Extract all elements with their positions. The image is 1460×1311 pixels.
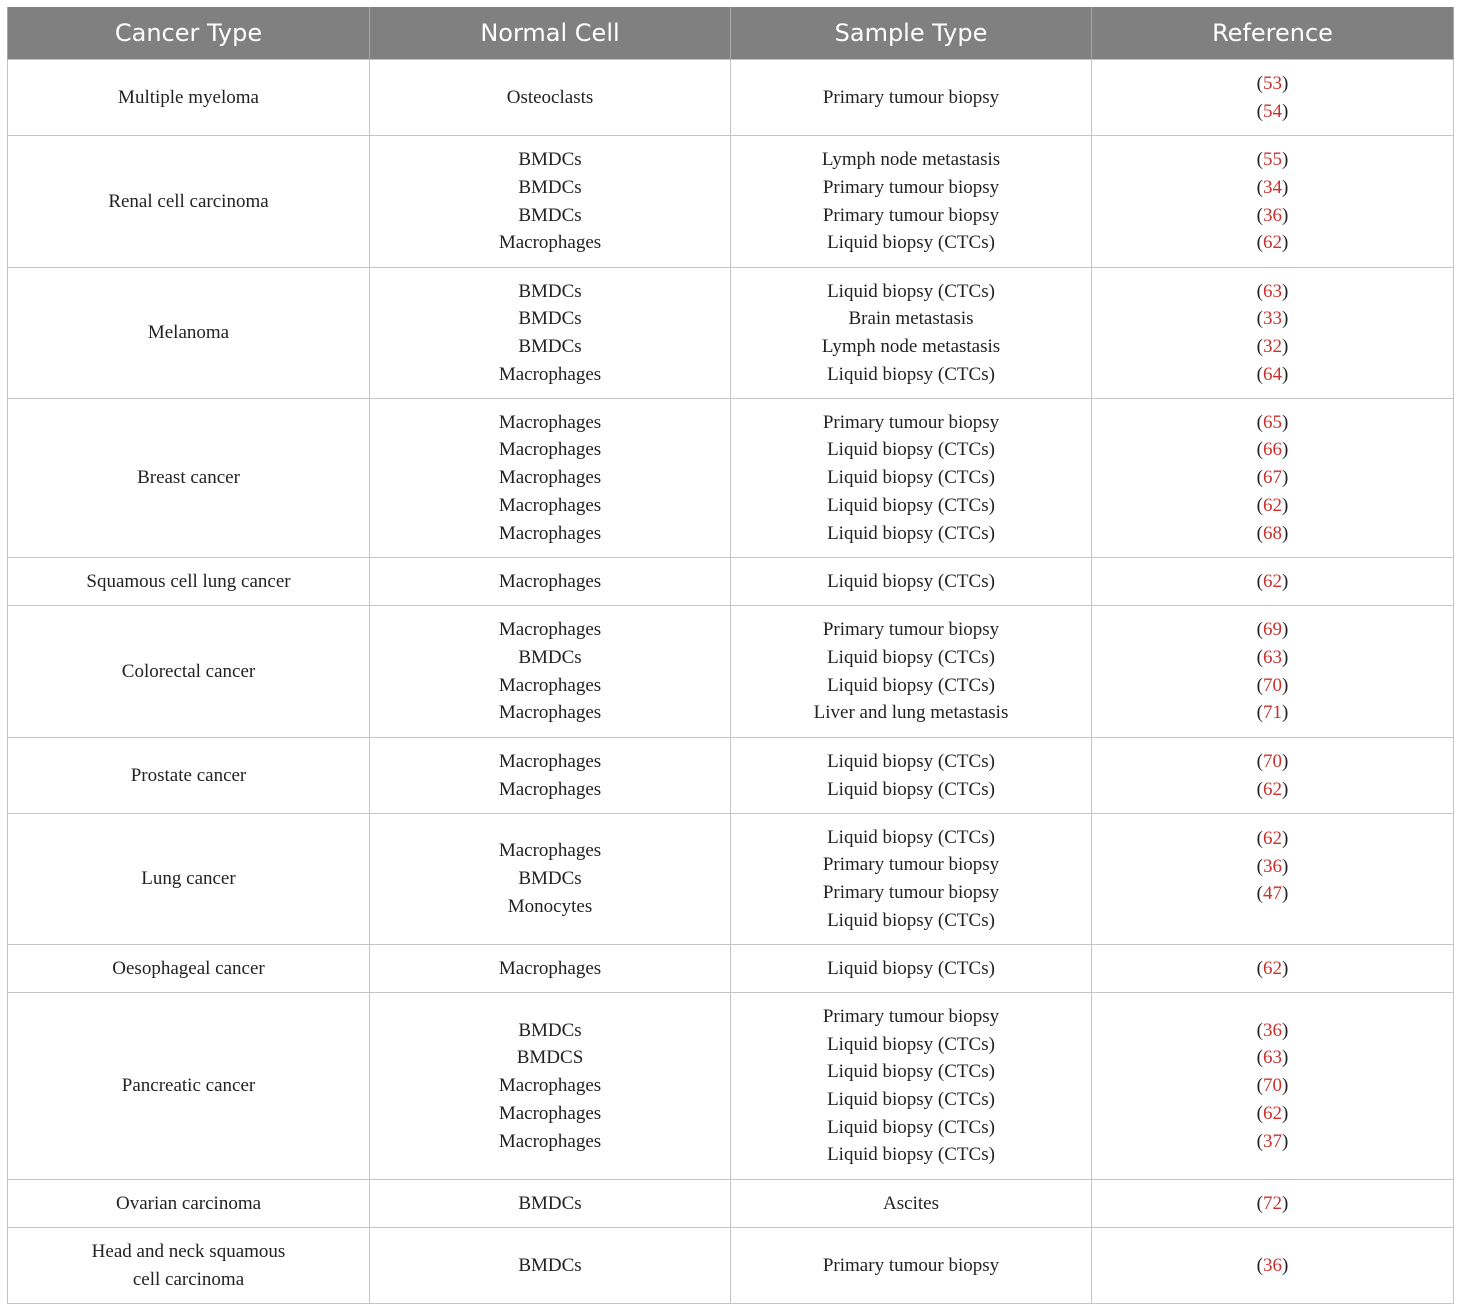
cell-sample-type-line: Primary tumour biopsy (822, 1005, 1000, 1027)
reference-link[interactable] (1092, 1072, 1453, 1100)
cell-cancer-type-line: Colorectal cancer (121, 660, 256, 682)
reference-link[interactable] (1092, 1252, 1453, 1280)
cell-sample-type-line: Liquid biopsy (CTCs) (827, 646, 995, 668)
reference-number[interactable]: 67 (1263, 467, 1282, 489)
cell-sample-type-line: Primary tumour biopsy (822, 1254, 1000, 1276)
reference-number[interactable]: 71 (1263, 702, 1282, 724)
table-row (8, 1228, 1454, 1304)
cell-normal-cell-line: BMDCs (518, 280, 582, 302)
paren-open: ( (1256, 149, 1263, 171)
reference-link[interactable] (1092, 229, 1453, 257)
cell-normal-cell-line: BMDCs (518, 204, 582, 226)
cell-normal-cell-line: Macrophages (498, 439, 602, 461)
cell-normal-cell-line: Macrophages (498, 778, 602, 800)
cell-cancer-type-line: Head and neck squamous (91, 1240, 286, 1262)
cell-sample-type-line: Liquid biopsy (CTCs) (827, 570, 995, 592)
cell-normal-cell (370, 1180, 731, 1228)
reference-link[interactable] (1092, 409, 1453, 437)
cell-cancer-type (8, 60, 370, 136)
cell-normal-cell-line: Macrophages (498, 750, 602, 772)
reference-link[interactable] (1092, 333, 1453, 361)
reference-link[interactable] (1092, 1190, 1453, 1218)
cell-cancer-type-line: Melanoma (147, 322, 230, 344)
table-row (8, 399, 1454, 558)
cell-sample-type-line: Lymph node metastasis (821, 336, 1001, 357)
reference-link[interactable] (1092, 1100, 1453, 1128)
cell-reference (1092, 606, 1454, 738)
table-row (8, 606, 1454, 738)
cell-normal-cell (370, 814, 731, 945)
reference-link[interactable] (1092, 853, 1453, 881)
cell-sample-type (731, 268, 1092, 399)
cell-normal-cell-line: Macrophages (498, 522, 602, 544)
cell-normal-cell-line: BMDCs (518, 1019, 582, 1041)
cell-reference (1092, 738, 1454, 814)
paren-open: ( (1256, 1130, 1263, 1152)
cell-normal-cell-line: Macrophages (498, 957, 602, 979)
cell-sample-type-line: Liquid biopsy (CTCs) (827, 909, 995, 931)
cell-normal-cell-line: Macrophages (498, 411, 602, 433)
cell-sample-type-line: Liquid biopsy (CTCs) (827, 1144, 995, 1166)
reference-number[interactable]: 36 (1263, 1254, 1282, 1276)
paren-open: ( (1256, 100, 1263, 122)
reference-number[interactable]: 62 (1263, 494, 1282, 516)
cell-reference (1092, 60, 1454, 136)
paren-open: ( (1256, 1019, 1263, 1041)
cell-sample-type-line: Brain metastasis (848, 308, 974, 330)
cell-cancer-type-line: Squamous cell lung cancer (86, 570, 291, 592)
table-row (8, 814, 1454, 945)
cell-normal-cell (370, 993, 731, 1180)
cell-sample-type-line: Liquid biopsy (CTCs) (827, 826, 995, 848)
paren-open: ( (1256, 308, 1263, 330)
cell-cancer-type (8, 993, 370, 1180)
reference-link[interactable] (1092, 146, 1453, 174)
reference-number[interactable]: 64 (1263, 363, 1282, 385)
paren-close: ) (1282, 702, 1289, 724)
paren-close: ) (1282, 1075, 1289, 1097)
reference-number[interactable]: 66 (1263, 439, 1282, 461)
cell-sample-type-line: Primary tumour biopsy (822, 882, 1000, 903)
cell-sample-type-line: Primary tumour biopsy (822, 176, 1000, 198)
cell-sample-type-line: Liquid biopsy (CTCs) (827, 1033, 995, 1055)
reference-number[interactable]: 72 (1263, 1192, 1282, 1214)
cell-sample-type (731, 945, 1092, 993)
reference-link[interactable] (1092, 644, 1453, 672)
cell-sample-type (731, 993, 1092, 1180)
paren-open: ( (1256, 1047, 1263, 1069)
cell-sample-type-line: Primary tumour biopsy (822, 204, 1000, 226)
cell-sample-type-line: Liver and lung metastasis (813, 702, 1009, 724)
cell-cancer-type (8, 945, 370, 993)
cell-normal-cell (370, 1228, 731, 1304)
cell-sample-type-line: Liquid biopsy (CTCs) (827, 674, 995, 696)
cell-sample-type-line: Liquid biopsy (CTCs) (827, 1089, 995, 1110)
cell-sample-type-line: Liquid biopsy (CTCs) (827, 467, 995, 489)
cell-reference (1092, 558, 1454, 606)
cell-cancer-type (8, 399, 370, 558)
paren-close: ) (1282, 646, 1289, 668)
cell-normal-cell (370, 136, 731, 268)
cell-sample-type (731, 738, 1092, 814)
paren-open: ( (1256, 883, 1263, 905)
cell-normal-cell (370, 60, 731, 136)
cell-normal-cell-line: Macrophages (498, 467, 602, 489)
paren-open: ( (1256, 619, 1263, 641)
data-table-container (7, 7, 1453, 1304)
paren-open: ( (1256, 336, 1263, 357)
header-row (8, 7, 1454, 60)
cell-sample-type (731, 814, 1092, 945)
reference-number[interactable]: 62 (1263, 828, 1282, 849)
reference-link[interactable] (1092, 880, 1453, 908)
reference-number[interactable]: 62 (1263, 570, 1282, 592)
reference-link[interactable] (1092, 305, 1453, 333)
reference-number[interactable]: 70 (1263, 674, 1282, 696)
reference-link[interactable] (1092, 174, 1453, 202)
paren-open: ( (1256, 411, 1263, 433)
cell-cancer-type (8, 1180, 370, 1228)
paren-close: ) (1282, 204, 1289, 226)
paren-close: ) (1282, 72, 1289, 94)
paren-open: ( (1256, 674, 1263, 696)
paren-close: ) (1282, 411, 1289, 433)
reference-link[interactable] (1092, 616, 1453, 644)
reference-number[interactable]: 63 (1263, 646, 1282, 668)
cell-sample-type (731, 399, 1092, 558)
paren-open: ( (1256, 280, 1263, 302)
cell-reference (1092, 268, 1454, 399)
cell-reference (1092, 136, 1454, 268)
cell-normal-cell-line: BMDCs (518, 336, 582, 357)
cell-sample-type-line: Liquid biopsy (CTCs) (827, 232, 995, 254)
cell-cancer-type (8, 738, 370, 814)
reference-link[interactable] (1092, 70, 1453, 98)
header-cancer-type: Cancer Type (8, 7, 370, 60)
cell-sample-type-line: Primary tumour biopsy (822, 86, 1000, 108)
cell-normal-cell-line: Macrophages (498, 674, 602, 696)
cell-normal-cell-line: Macrophages (498, 702, 602, 724)
cell-cancer-type (8, 136, 370, 268)
reference-link[interactable] (1092, 699, 1453, 727)
paren-close: ) (1282, 1102, 1289, 1124)
reference-link[interactable] (1092, 98, 1453, 126)
paren-close: ) (1282, 149, 1289, 171)
paren-open: ( (1256, 1075, 1263, 1097)
table-row (8, 558, 1454, 606)
table-row (8, 945, 1454, 993)
reference-number[interactable]: 62 (1263, 232, 1282, 254)
paren-close: ) (1282, 280, 1289, 302)
reference-link[interactable] (1092, 1128, 1453, 1156)
reference-number[interactable]: 32 (1263, 336, 1282, 357)
cell-sample-type (731, 136, 1092, 268)
paren-close: ) (1282, 522, 1289, 544)
paren-close: ) (1282, 100, 1289, 122)
cell-reference (1092, 814, 1454, 945)
cell-sample-type (731, 1180, 1092, 1228)
reference-link[interactable] (1092, 464, 1453, 492)
cell-sample-type-line: Primary tumour biopsy (822, 411, 1000, 433)
paren-open: ( (1256, 522, 1263, 544)
reference-link[interactable] (1092, 955, 1453, 983)
cell-normal-cell-line: BMDCs (518, 308, 582, 330)
reference-number[interactable]: 36 (1263, 1019, 1282, 1041)
paren-close: ) (1282, 1130, 1289, 1152)
paren-open: ( (1256, 363, 1263, 385)
paren-open: ( (1256, 828, 1263, 849)
cell-cancer-type (8, 268, 370, 399)
paren-open: ( (1256, 750, 1263, 772)
reference-link[interactable] (1092, 202, 1453, 230)
cell-cancer-type-line: Multiple myeloma (118, 86, 259, 108)
cell-reference (1092, 1180, 1454, 1228)
paren-open: ( (1256, 72, 1263, 94)
reference-number[interactable]: 47 (1263, 883, 1282, 905)
reference-link[interactable] (1092, 520, 1453, 548)
cell-normal-cell-line: BMDCs (518, 149, 582, 171)
paren-open: ( (1256, 494, 1263, 516)
paren-open: ( (1256, 204, 1263, 226)
paren-close: ) (1282, 1192, 1289, 1214)
cell-normal-cell-line: Macrophages (498, 494, 602, 516)
reference-number[interactable]: 62 (1263, 1102, 1282, 1124)
reference-link[interactable] (1092, 1044, 1453, 1072)
reference-number[interactable]: 70 (1263, 1075, 1282, 1097)
reference-link[interactable] (1092, 825, 1453, 853)
paren-close: ) (1282, 855, 1289, 877)
reference-link[interactable] (1092, 776, 1453, 804)
table-row (8, 1180, 1454, 1228)
cell-sample-type (731, 1228, 1092, 1304)
header-sample-type: Sample Type (731, 7, 1092, 60)
cell-normal-cell (370, 399, 731, 558)
paren-close: ) (1282, 750, 1289, 772)
reference-number[interactable]: 69 (1263, 619, 1282, 641)
cell-sample-type-line: Liquid biopsy (CTCs) (827, 522, 995, 544)
paren-close: ) (1282, 778, 1289, 800)
cell-normal-cell (370, 558, 731, 606)
table-row (8, 738, 1454, 814)
reference-number[interactable]: 55 (1263, 149, 1282, 171)
paren-close: ) (1282, 1254, 1289, 1276)
paren-close: ) (1282, 336, 1289, 357)
reference-number[interactable]: 63 (1263, 280, 1282, 302)
cell-normal-cell (370, 738, 731, 814)
cell-cancer-type-line: cell carcinoma (132, 1268, 245, 1290)
cell-sample-type-line: Liquid biopsy (CTCs) (827, 439, 995, 461)
reference-link[interactable] (1092, 672, 1453, 700)
cell-normal-cell-line: Osteoclasts (506, 86, 594, 108)
cell-cancer-type-line: Breast cancer (137, 467, 240, 489)
paren-open: ( (1256, 957, 1263, 979)
reference-number[interactable]: 33 (1263, 308, 1282, 330)
cell-reference (1092, 1228, 1454, 1304)
cell-sample-type-line: Liquid biopsy (CTCs) (827, 1116, 995, 1138)
cell-normal-cell-line: Monocytes (507, 895, 593, 917)
cell-cancer-type (8, 814, 370, 945)
cell-cancer-type (8, 1228, 370, 1304)
reference-link[interactable] (1092, 748, 1453, 776)
reference-number[interactable]: 54 (1263, 100, 1282, 122)
cell-sample-type (731, 606, 1092, 738)
table-row (8, 136, 1454, 268)
paren-open: ( (1256, 1192, 1263, 1214)
cell-normal-cell-line: Macrophages (498, 570, 602, 592)
paren-close: ) (1282, 570, 1289, 592)
paren-open: ( (1256, 1102, 1263, 1124)
data-table (7, 7, 1454, 1304)
cell-cancer-type-line: Prostate cancer (130, 764, 247, 786)
cell-cancer-type (8, 606, 370, 738)
paren-open: ( (1256, 1254, 1263, 1276)
cell-cancer-type-line: Renal cell carcinoma (108, 190, 269, 212)
cell-normal-cell (370, 606, 731, 738)
reference-number[interactable]: 53 (1263, 72, 1282, 94)
paren-close: ) (1282, 232, 1289, 254)
cell-sample-type-line: Ascites (883, 1192, 939, 1214)
cell-sample-type-line: Liquid biopsy (CTCs) (827, 750, 995, 772)
paren-close: ) (1282, 176, 1289, 198)
cell-reference (1092, 945, 1454, 993)
paren-close: ) (1282, 308, 1289, 330)
reference-number[interactable]: 70 (1263, 750, 1282, 772)
reference-number[interactable]: 37 (1263, 1130, 1282, 1152)
paren-close: ) (1282, 619, 1289, 641)
cell-normal-cell-line: Macrophages (498, 619, 602, 641)
cell-reference (1092, 399, 1454, 558)
cell-sample-type-line: Primary tumour biopsy (822, 854, 1000, 876)
reference-link[interactable] (1092, 1017, 1453, 1045)
cell-sample-type (731, 60, 1092, 136)
paren-close: ) (1282, 494, 1289, 516)
cell-normal-cell-line: Macrophages (498, 840, 602, 862)
cell-normal-cell-line: Macrophages (498, 1130, 602, 1152)
reference-number[interactable]: 65 (1263, 411, 1282, 433)
cell-sample-type-line: Primary tumour biopsy (822, 619, 1000, 641)
cell-normal-cell-line: Macrophages (498, 1075, 602, 1097)
header-normal-cell: Normal Cell (370, 7, 731, 60)
paren-close: ) (1282, 1019, 1289, 1041)
table-row (8, 60, 1454, 136)
cell-normal-cell-line: BMDCs (518, 176, 582, 198)
paren-open: ( (1256, 439, 1263, 461)
reference-number[interactable]: 63 (1263, 1047, 1282, 1069)
paren-open: ( (1256, 232, 1263, 254)
cell-normal-cell-line: BMDCS (516, 1047, 584, 1069)
reference-number[interactable]: 68 (1263, 522, 1282, 544)
cell-sample-type-line: Liquid biopsy (CTCs) (827, 494, 995, 516)
paren-open: ( (1256, 570, 1263, 592)
table-row (8, 993, 1454, 1180)
paren-close: ) (1282, 674, 1289, 696)
reference-link[interactable] (1092, 361, 1453, 389)
paren-close: ) (1282, 957, 1289, 979)
cell-normal-cell-line: Macrophages (498, 232, 602, 254)
cell-normal-cell-line: BMDCs (518, 868, 582, 890)
cell-cancer-type-line: Ovarian carcinoma (115, 1192, 262, 1214)
paren-close: ) (1282, 828, 1289, 849)
reference-number[interactable]: 36 (1263, 855, 1282, 877)
cell-normal-cell-line: Macrophages (498, 1102, 602, 1124)
reference-number[interactable]: 34 (1263, 176, 1282, 198)
cell-sample-type-line: Liquid biopsy (CTCs) (827, 280, 995, 302)
table-body (8, 60, 1454, 1304)
cell-cancer-type-line: Pancreatic cancer (121, 1075, 256, 1097)
paren-close: ) (1282, 363, 1289, 385)
cell-cancer-type-line: Oesophageal cancer (112, 957, 265, 979)
reference-link[interactable] (1092, 278, 1453, 306)
reference-link[interactable] (1092, 492, 1453, 520)
reference-number[interactable]: 62 (1263, 778, 1282, 800)
cell-sample-type-line: Liquid biopsy (CTCs) (827, 1061, 995, 1083)
header-reference: Reference (1092, 7, 1454, 60)
paren-open: ( (1256, 467, 1263, 489)
table-row (8, 268, 1454, 399)
cell-cancer-type-line: Lung cancer (141, 868, 236, 890)
paren-open: ( (1256, 702, 1263, 724)
cell-sample-type (731, 558, 1092, 606)
paren-open: ( (1256, 646, 1263, 668)
reference-number[interactable]: 62 (1263, 957, 1282, 979)
cell-normal-cell-line: BMDCs (518, 1192, 582, 1214)
paren-open: ( (1256, 855, 1263, 877)
reference-link[interactable] (1092, 436, 1453, 464)
cell-normal-cell-line: Macrophages (498, 363, 602, 385)
paren-open: ( (1256, 176, 1263, 198)
reference-number[interactable]: 36 (1263, 204, 1282, 226)
cell-sample-type-line: Liquid biopsy (CTCs) (827, 363, 995, 385)
cell-sample-type-line: Liquid biopsy (CTCs) (827, 957, 995, 979)
paren-close: ) (1282, 467, 1289, 489)
cell-reference (1092, 993, 1454, 1180)
paren-close: ) (1282, 439, 1289, 461)
paren-close: ) (1282, 883, 1289, 905)
cell-normal-cell-line: BMDCs (518, 646, 582, 668)
paren-open: ( (1256, 778, 1263, 800)
reference-link[interactable] (1092, 568, 1453, 596)
cell-normal-cell (370, 945, 731, 993)
cell-sample-type-line: Liquid biopsy (CTCs) (827, 778, 995, 800)
cell-cancer-type (8, 558, 370, 606)
cell-normal-cell-line: BMDCs (518, 1254, 582, 1276)
cell-normal-cell (370, 268, 731, 399)
cell-sample-type-line: Lymph node metastasis (821, 149, 1001, 171)
paren-close: ) (1282, 1047, 1289, 1069)
